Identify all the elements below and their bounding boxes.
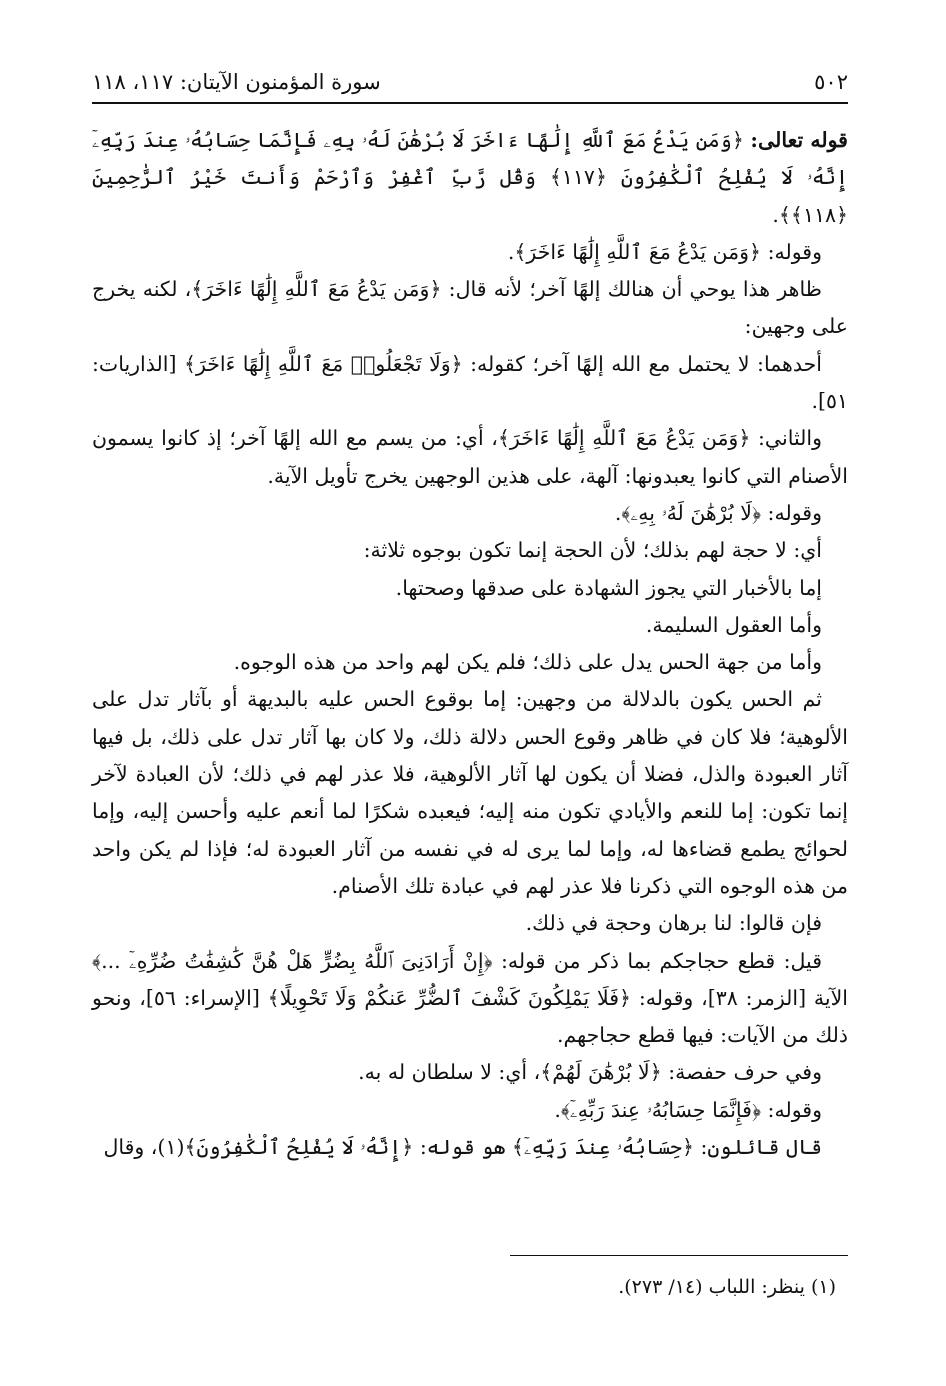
paragraph (92, 495, 848, 532)
paragraph-text: إما بالأخبار التي يجوز الشهادة على صدقها وصحتها. (395, 575, 822, 600)
paragraph (92, 905, 848, 942)
paragraph (92, 122, 848, 234)
paragraph (92, 1129, 848, 1166)
paragraph (92, 346, 848, 421)
paragraph-text: أحدهما: لا يحتمل مع الله إلهًا آخر؛ كقوله: ﴿وَلَا تَجْعَلُوا۟ مَعَ ٱللَّهِ إِلَٰهًا ءَاخَرَ﴾ [الذاريات: ٥١]. (92, 351, 848, 414)
paragraph (92, 234, 848, 271)
paragraph-text: وأما العقول السليمة. (645, 612, 822, 637)
paragraph-text: وقوله: ﴿لَا بُرْهَٰنَ لَهُۥ بِهِۦ﴾. (614, 500, 822, 525)
running-title: سورة المؤمنون الآيتان: ١١٧، ١١٨ (92, 70, 381, 94)
paragraph (92, 420, 848, 495)
paragraph (92, 1054, 848, 1091)
paragraph-text: قيل: قطع حجاجكم بما ذكر من قوله: ﴿إِنْ أَرَادَنِىَ ٱللَّهُ بِضُرٍّ هَلْ هُنَّ كَٰشِفَٰتُ ضُرِّهِۦٓ ...﴾ الآية [الزمر: ٣٨]، وقوله: ﴿فَلَا يَمْلِكُونَ كَشْفَ ٱلضُّرِّ عَنكُمْ وَلَا تَحْوِيلًا﴾ [الإسراء: ٥٦]، ونحو ذلك من الآيات: فيها قطع حجاجهم. (92, 948, 848, 1048)
paragraph-text: وقوله: ﴿وَمَن يَدْعُ مَعَ ٱللَّهِ إِلَٰهًا ءَاخَرَ﴾. (507, 239, 822, 264)
paragraph-text: ثم الحس يكون بالدلالة من وجهين: إما بوقوع الحس عليه بالبديهة أو بآثار تدل على الألوهية؛ فلا كان في ظاهر وقوع الحس دلالة ذلك، ولا كان بها آثار تدل على ذلك، بل فيها آثار العبودة والذل، فضلا أن يكون لها آثار الألوهية، فلا عذر لهم في ذلك؛ لأن العبادة لآخر إنما تكون: إما للنعم والأيادي تكون منه إليه؛ فيعبده شكرًا لما أنعم عليه وأحسن إليه، وإما لحوائج يطمع قضاءها له، وإما لما يرى له في نفسه من آثار العبودة له؛ فإذا لم يكن واحد من هذه الوجوه التي ذكرنا فلا عذر لهم في عبادة تلك الأصنام. (92, 687, 848, 898)
header-rule (92, 102, 848, 104)
footnote: (١) ينظر: اللباب (١٤/ ٢٧٣). (618, 1276, 836, 1298)
paragraph (92, 1092, 848, 1129)
paragraph-text: قال قائلون: ﴿حِسَابُهُۥ عِندَ رَبِّهِۦٓ﴾ هو قوله: ﴿إِنَّهُۥ لَا يُفْلِحُ ٱلْكَٰفِرُونَ﴾(١)، وقال (103, 1135, 822, 1160)
paragraph-text: وفي حرف حفصة: ﴿لَا بُرْهَٰنَ لَهُمْ﴾، أي: لا سلطان له به. (358, 1060, 822, 1085)
paragraph-text: فإن قالوا: لنا برهان وحجة في ذلك. (525, 911, 822, 936)
paragraph-text: ظاهر هذا يوحي أن هنالك إلهًا آخر؛ لأنه قال: ﴿وَمَن يَدْعُ مَعَ ٱللَّهِ إِلَٰهًا ءَاخَرَ﴾، لكنه يخرج على وجهين: (92, 277, 848, 339)
paragraph-text: ﴿وَمَن يَدْعُ مَعَ ٱللَّهِ إِلَٰهًا ءَاخَرَ لَا بُرْهَٰنَ لَهُۥ بِهِۦ فَإِنَّمَا حِسَابُهُۥ عِندَ رَبِّهِۦٓ إِنَّهُۥ لَا يُفْلِحُ ٱلْكَٰفِرُونَ ﴿١١٧﴾ وَقُل رَّبِّ ٱغْفِرْ وَٱرْحَمْ وَأَنتَ خَيْرُ ٱلرَّٰحِمِينَ ﴿١١٨﴾﴾. (92, 128, 848, 227)
paragraph (92, 570, 848, 607)
page-number: ٥٠٢ (814, 70, 848, 94)
paragraph (92, 607, 848, 644)
paragraph-text: أي: لا حجة لهم بذلك؛ لأن الحجة إنما تكون بوجوه ثلاثة: (363, 538, 822, 563)
body-text (92, 122, 848, 1166)
footnote-rule (510, 1255, 848, 1256)
verse-lead: قوله تعالى: (750, 128, 848, 152)
paragraph (92, 943, 848, 1055)
paragraph (92, 681, 848, 905)
paragraph (92, 532, 848, 569)
paragraph-text: والثاني: ﴿وَمَن يَدْعُ مَعَ ٱللَّهِ إِلَٰهًا ءَاخَرَ﴾، أي: من يسم مع الله إلهًا آخر؛ إذ كانوا يسمون الأصنام التي كانوا يعبدونها: آلهة، على هذين الوجهين يخرج تأويل الآية. (92, 426, 848, 488)
running-header (92, 60, 848, 94)
paragraph-text: وأما من جهة الحس يدل على ذلك؛ فلم يكن لهم واحد من هذه الوجوه. (233, 650, 822, 675)
paragraph (92, 271, 848, 346)
paragraph-text: وقوله: ﴿فَإِنَّمَا حِسَابُهُۥ عِندَ رَبِّهِۦٓ﴾. (554, 1097, 822, 1122)
paragraph (92, 644, 848, 681)
